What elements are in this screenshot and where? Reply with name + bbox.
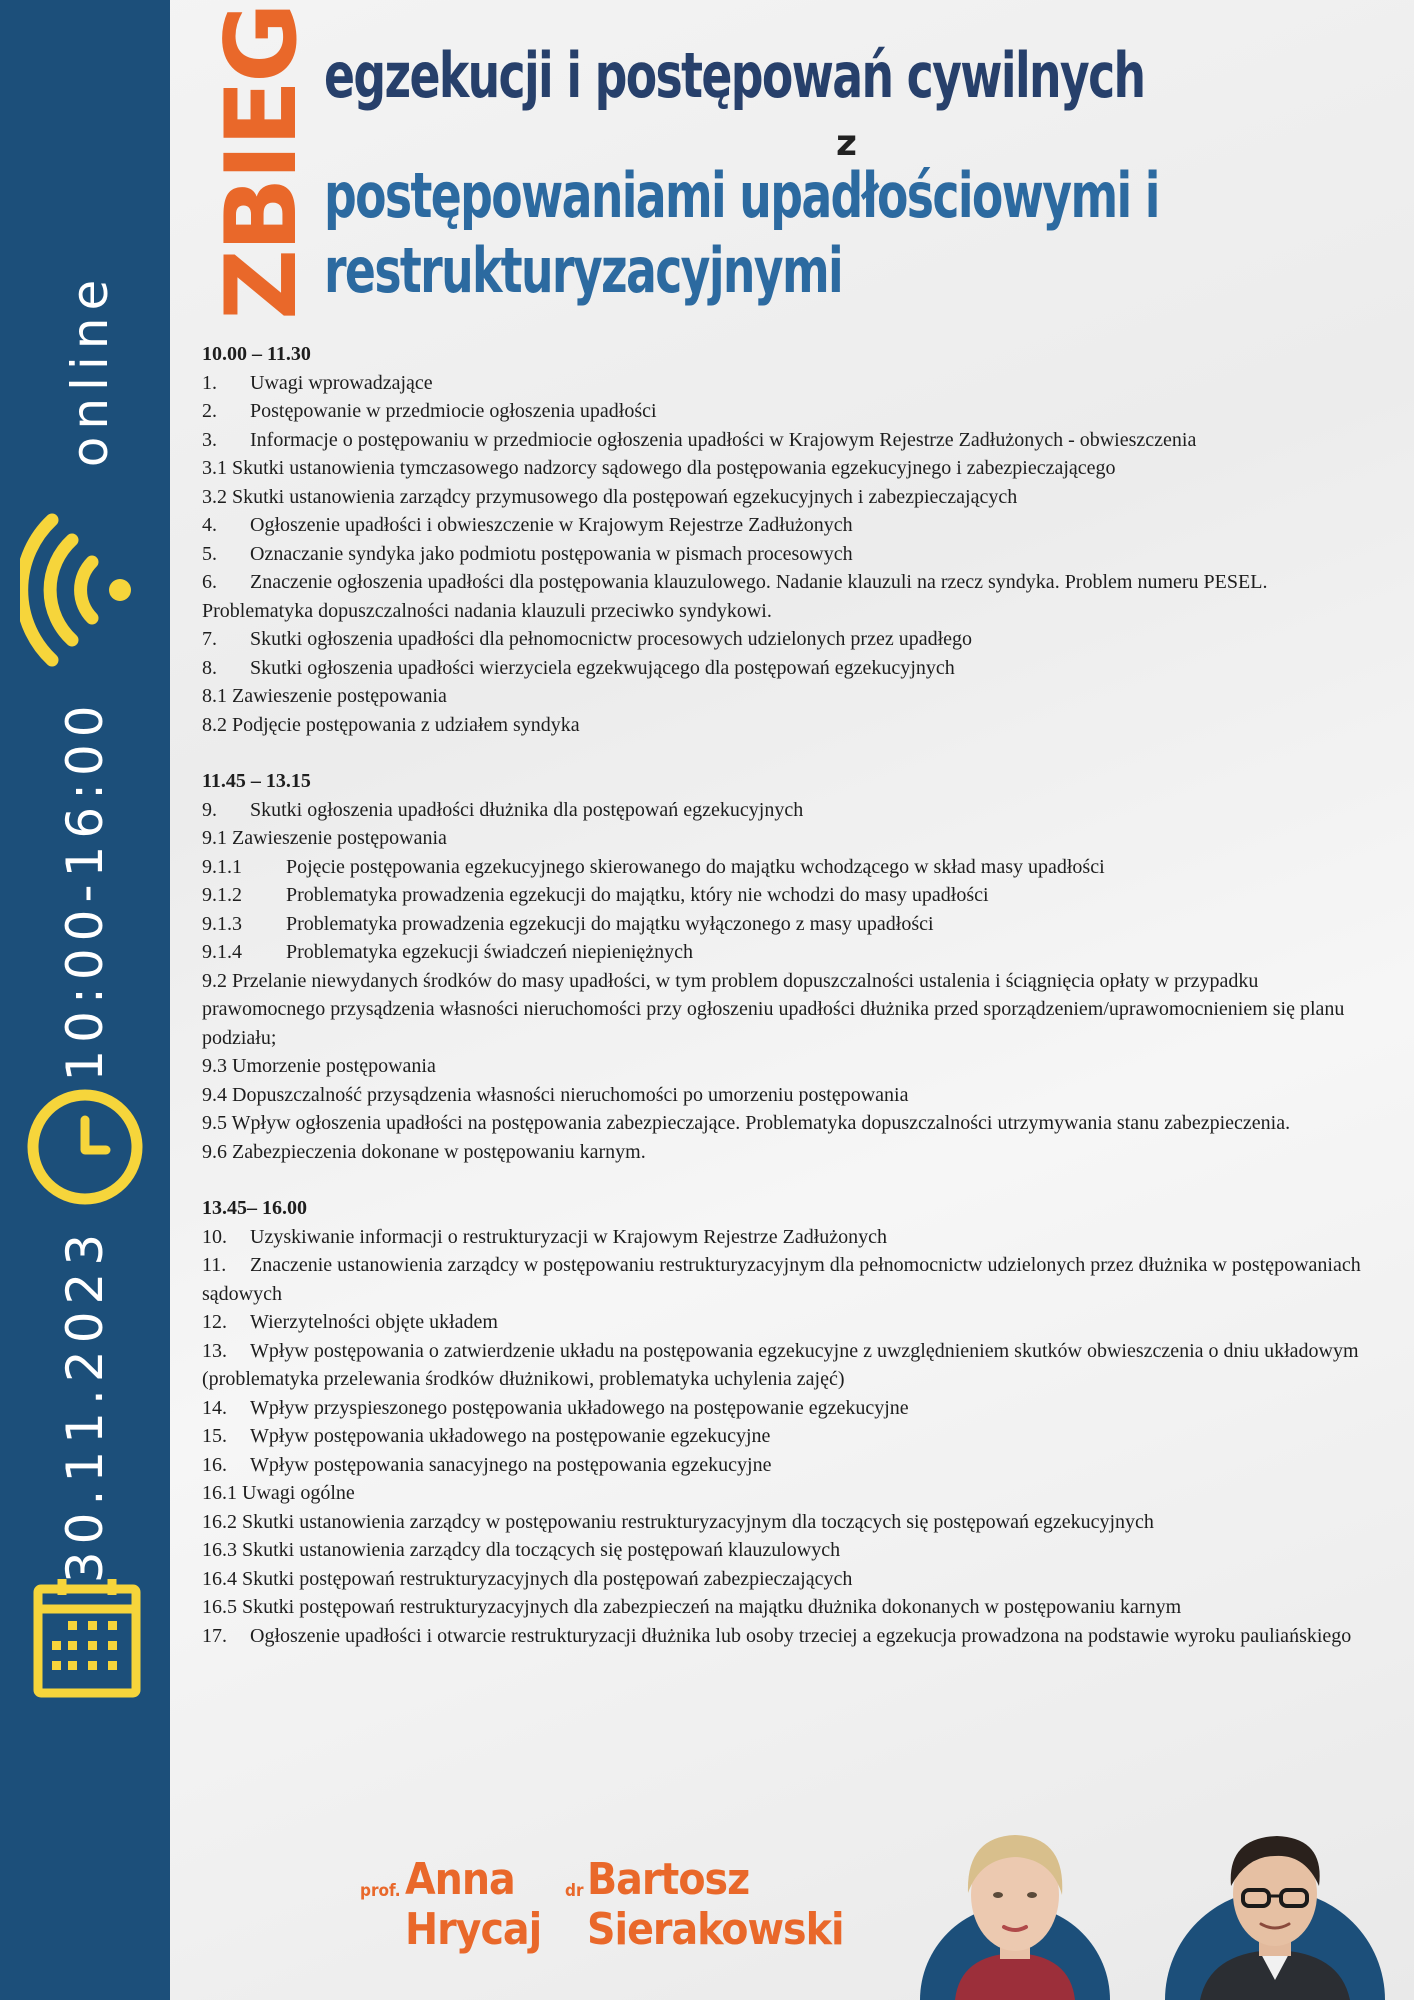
agenda-item [202,568,1367,625]
agenda-item [202,454,1367,483]
sidebar [0,0,170,2000]
agenda-item [202,369,1367,398]
agenda-item-text: Pojęcie postępowania egzekucyjnego skierowanego do majątku wchodzącego w skład masy upadłości [286,855,1105,878]
agenda-item-text: Zabezpieczenia dokonane w postępowaniu karnym. [232,1140,646,1163]
agenda-item-text: Zawieszenie postępowania [232,827,447,849]
agenda-item-number: 17. [202,1624,227,1647]
agenda-item [202,824,1367,853]
agenda-item-text: Znaczenie ustanowienia zarządcy w postępowaniu restrukturyzacyjnym dla pełnomocnictw udzielonych przez dłużnika w postępowaniach sądowych [202,1254,1361,1305]
agenda-session-2 [202,767,1367,1166]
agenda-item-text: Przelanie niewydanych środków do masy upadłości, w tym problem dopuszczalności ustalenia i ściągnięcia opłaty w przypadku prawomocnego przysądzenia własności nieruchomości przy ogłoszeniu upadłości dłużnika przed sporządzeniem/uprawomocnieniem się planu podziału; [202,969,1345,1049]
agenda-item [202,796,1367,825]
agenda-item-text: Dopuszczalność przysądzenia własności nieruchomości po umorzeniu postępowania [232,1083,909,1106]
agenda-item-number: 16.2 [202,1510,237,1533]
title-connector: z [836,123,857,164]
agenda-item-number: 9.1.3 [202,912,242,935]
agenda-item-text: Umorzenie postępowania [232,1055,436,1077]
agenda-item-number: 6. [202,571,217,593]
speaker-first-name: Anna [405,1854,515,1905]
agenda-item-text: Skutki ustanowienia zarządcy dla toczących się postępowań klauzulowych [242,1539,841,1561]
speaker-first-name: Bartosz [587,1854,750,1905]
agenda-item-number: 9.1.4 [202,941,242,963]
agenda-item-number: 5. [202,542,217,565]
agenda-item [202,397,1367,426]
agenda-session-1 [202,340,1367,739]
agenda-item [202,511,1367,540]
agenda-item-number: 16. [202,1453,227,1476]
agenda-item-number: 8.1 [202,685,227,707]
agenda-item-text: Skutki ustanowienia zarządcy przymusowego dla postępowań egzekucyjnych i zabezpieczających [232,485,1018,508]
agenda-item-number: 9.2 [202,969,227,992]
agenda-item-number: 9.1 [202,827,227,849]
agenda-session-3 [202,1194,1367,1650]
agenda-item [202,654,1367,683]
agenda-item-text: Skutki ogłoszenia upadłości dla pełnomocnictw procesowych udzielonych przez upadłego [250,628,973,650]
online-label: online [61,272,119,468]
agenda-item-text: Podjęcie postępowania z udziałem syndyka [232,713,580,736]
agenda-item [202,1622,1367,1651]
agenda-item-text: Postępowanie w przedmiocie ogłoszenia upadłości [250,400,657,422]
speaker-title: dr [565,1881,584,1901]
speakers [360,1855,880,1975]
agenda-item [202,853,1367,882]
date-label: 30.11.2023 [56,1226,114,1584]
agenda-item-text: Problematyka egzekucji świadczeń niepieniężnych [286,941,694,963]
session-time: 13.45– 16.00 [202,1197,307,1219]
agenda-item-text: Zawieszenie postępowania [232,685,447,707]
title-zbieg: ZBIEG [205,5,319,320]
agenda-item-number: 7. [202,628,217,650]
agenda-item-text: Wpływ postępowania o zatwierdzenie układu na postępowania egzekucyjne z uwzględnieniem skutków obwieszczenia o dniu układowym (problematyka przelewania środków dłużnikowi, problematyka uchylenia zajęć) [202,1339,1359,1390]
agenda-item-text: Wpływ przyspieszonego postępowania układowego na postępowanie egzekucyjne [250,1396,909,1419]
title-line-3: restrukturyzacyjnymi [324,234,843,307]
speaker-last-name: Sierakowski [587,1904,844,1955]
agenda-item-number: 4. [202,514,217,536]
agenda-item-text: Informacje o postępowaniu w przedmiocie ogłoszenia upadłości w Krajowym Rejestrze Zadłużonych - obwieszczenia [250,428,1197,451]
agenda-item [202,1479,1367,1508]
agenda-item [202,910,1367,939]
agenda-item-text: Wpływ postępowania sanacyjnego na postępowania egzekucyjne [250,1453,772,1476]
agenda-item [202,1565,1367,1594]
session-time: 10.00 – 11.30 [202,343,311,365]
agenda-item-number: 8.2 [202,713,227,736]
agenda-item [202,483,1367,512]
agenda-item-number: 16.5 [202,1596,237,1618]
agenda-item-number: 15. [202,1425,227,1447]
agenda-item-number: 12. [202,1311,227,1333]
agenda-item-number: 9.4 [202,1083,227,1106]
agenda-item-number: 16.1 [202,1482,237,1504]
agenda-item-text: Skutki ogłoszenia upadłości dłużnika dla postępowań egzekucyjnych [250,798,804,821]
agenda-item [202,1081,1367,1110]
agenda-item-text: Skutki ustanowienia zarządcy w postępowaniu restrukturyzacyjnym dla toczących się postępowań egzekucyjnych [242,1510,1154,1533]
agenda-item-text: Wpływ ogłoszenia upadłości na postępowania zabezpieczające. Problematyka dopuszczalności utrzymywania stanu zabezpieczenia. [231,1112,1291,1134]
agenda-item [202,1251,1367,1308]
agenda-item [202,1308,1367,1337]
agenda-item-number: 9.1.1 [202,855,242,878]
agenda-item-number: 9.6 [202,1140,227,1163]
agenda-item-number: 16.3 [202,1539,237,1561]
speaker-title: prof. [360,1881,401,1901]
agenda-item-text: Uzyskiwanie informacji o restrukturyzacji w Krajowym Rejestrze Zadłużonych [250,1225,888,1248]
agenda-item [202,1223,1367,1252]
agenda-item-number: 14. [202,1396,227,1419]
agenda-item [202,938,1367,967]
agenda-item-text: Uwagi wprowadzające [250,371,433,394]
agenda-item-text: Wpływ postępowania układowego na postępowanie egzekucyjne [250,1425,771,1447]
agenda-item-text: Skutki postępowań restrukturyzacyjnych dla zabezpieczeń na majątku dłużnika dokonanych w postępowaniu karnym [242,1596,1182,1618]
agenda-item [202,1536,1367,1565]
agenda-item-text: Wierzytelności objęte układem [250,1311,498,1333]
agenda-item-number: 2. [202,400,217,422]
agenda-item [202,426,1367,455]
speaker-last-name: Hrycaj [405,1904,542,1955]
agenda-item-text: Skutki postępowań restrukturyzacyjnych dla postępowań zabezpieczających [242,1567,853,1590]
agenda-item-text: Problematyka prowadzenia egzekucji do majątku, który nie wchodzi do masy upadłości [286,884,989,906]
agenda-item-text: Uwagi ogólne [242,1482,355,1504]
title-line-2: postępowaniami upadłościowymi i [324,159,1159,232]
session-time: 11.45 – 13.15 [202,770,311,792]
agenda-item [202,1451,1367,1480]
agenda-item [202,682,1367,711]
agenda-item [202,1138,1367,1167]
wifi-icon [20,510,145,670]
agenda-item-text: Ogłoszenie upadłości i obwieszczenie w Krajowym Rejestrze Zadłużonych [250,514,853,536]
agenda-item-text: Skutki ustanowienia tymczasowego nadzorcy sądowego dla postępowania egzekucyjnego i zabezpieczającego [232,457,1116,479]
agenda-item [202,625,1367,654]
agenda-item-number: 11. [202,1254,227,1276]
agenda-item-number: 9.3 [202,1055,227,1077]
agenda [202,340,1367,1678]
agenda-item-number: 13. [202,1339,227,1362]
calendar-icon [32,1575,142,1700]
page-title [205,5,1362,335]
agenda-item [202,711,1367,740]
agenda-item [202,1508,1367,1537]
agenda-item-number: 1. [202,371,217,394]
agenda-item [202,1394,1367,1423]
agenda-item [202,881,1367,910]
agenda-item-number: 8. [202,656,217,679]
agenda-item-text: Znaczenie ogłoszenia upadłości dla postępowania klauzulowego. Nadanie klauzuli na rzecz syndyka. Problem numeru PESEL. Problematyka dopuszczalności nadania klauzuli przeciwko syndykowi. [202,571,1268,622]
speaker-photo-bartosz-sierakowski [1155,1820,1395,2000]
agenda-item [202,1337,1367,1394]
agenda-item-number: 9. [202,798,217,821]
speaker-photo-anna-hrycaj [900,1815,1130,2000]
agenda-item-number: 10. [202,1225,227,1248]
agenda-item-text: Ogłoszenie upadłości i otwarcie restrukturyzacji dłużnika lub osoby trzeciej a egzekucja prowadzona na podstawie wyroku pauliańskiego [250,1624,1352,1647]
agenda-item [202,1422,1367,1451]
agenda-item-text: Oznaczanie syndyka jako podmiotu postępowania w pismach procesowych [250,542,853,565]
agenda-item-text: Skutki ogłoszenia upadłości wierzyciela egzekwującego dla postępowań egzekucyjnych [250,656,955,679]
agenda-item-number: 3. [202,428,217,451]
agenda-item [202,967,1367,1053]
agenda-item [202,1593,1367,1622]
agenda-item-number: 3.2 [202,485,227,508]
title-line-1: egzekucji i postępowań cywilnych [324,39,1145,112]
agenda-item-text: Problematyka prowadzenia egzekucji do majątku wyłączonego z masy upadłości [286,912,934,935]
agenda-item-number: 3.1 [202,457,227,479]
agenda-item-number: 16.4 [202,1567,237,1590]
agenda-item [202,1109,1367,1138]
agenda-item-number: 9.5 [202,1112,227,1134]
agenda-item [202,540,1367,569]
agenda-item [202,1052,1367,1081]
time-range-label: 10:00-16:00 [56,698,114,1082]
agenda-item-number: 9.1.2 [202,884,242,906]
